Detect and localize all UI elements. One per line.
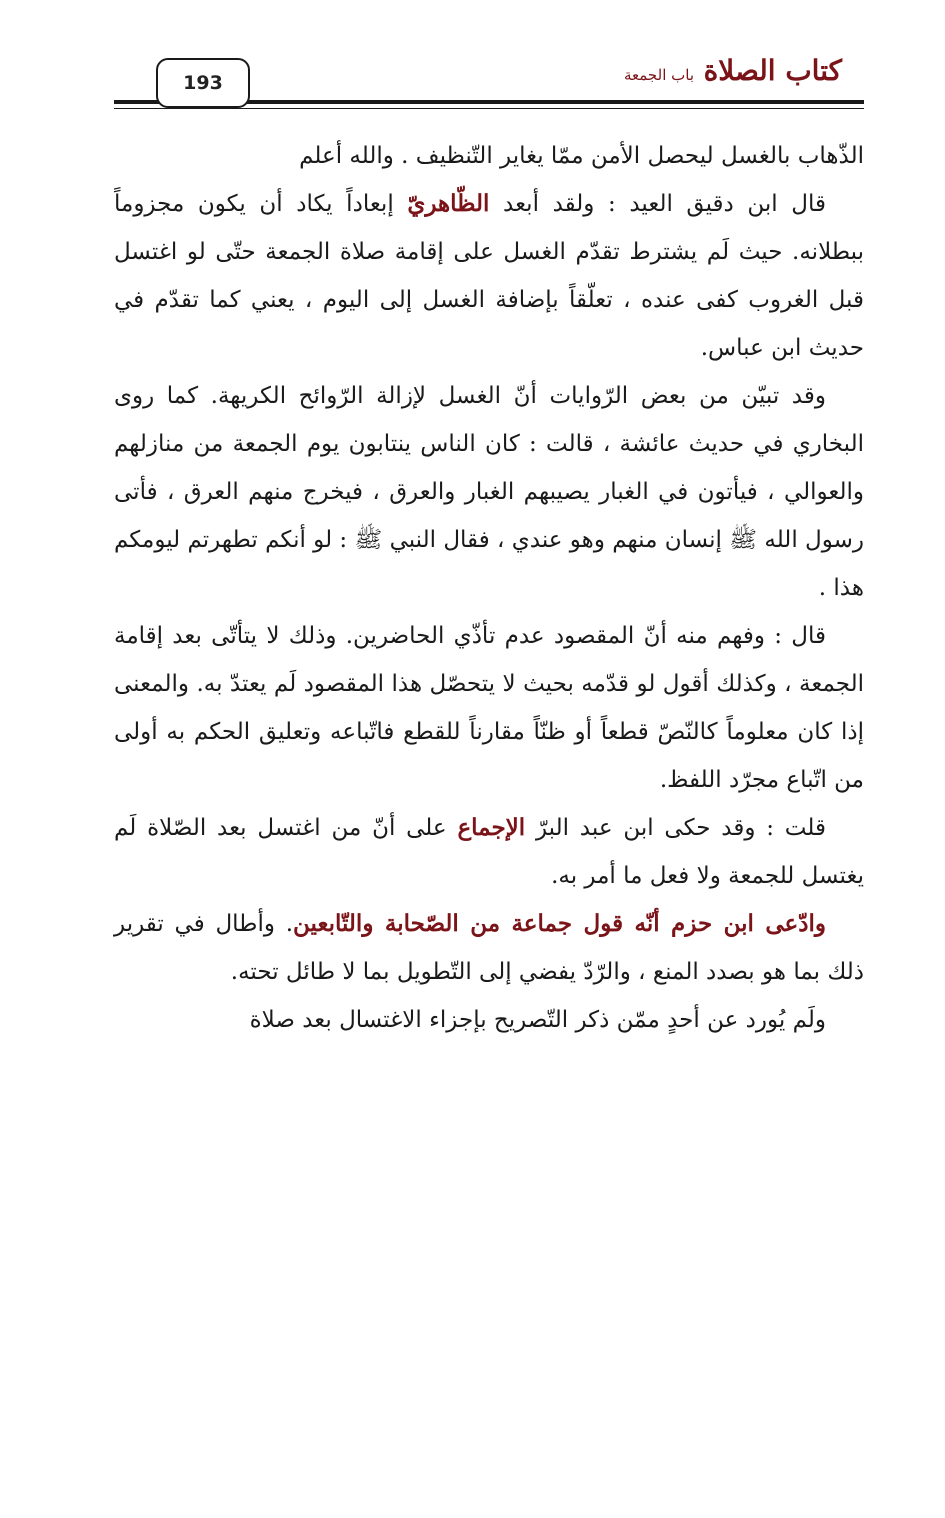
highlighted-term: الإجماع: [457, 814, 526, 841]
paragraph-5: [114, 804, 864, 900]
paragraph-2: [114, 180, 864, 372]
text: . وأطال في تقرير ذلك بما هو بصدد المنع ، والرّدّ يفضي إلى التّطويل بما لا طائل تحته.: [114, 911, 864, 985]
paragraph-6: [114, 900, 864, 996]
paragraph-7: [114, 996, 864, 1044]
text: قال ابن دقيق العيد : ولقد أبعد: [489, 191, 826, 217]
chapter-title: باب الجمعة: [623, 66, 694, 84]
page-number-box: [156, 58, 250, 108]
text: قال : وفهم منه أنّ المقصود عدم تأذّي الحاضرين. وذلك لا يتأتّى بعد إقامة الجمعة ، وكذلك أقول لو قدّمه بحيث لا يتحصّل هذا المقصود لَم يعتدّ به. والمعنى إذا كان معلوماً كالنّصّ قطعاً أو ظنّاً مقارناً للقطع فاتّباعه وتعليق الحكم به أولى من اتّباع مجرّد اللفظ.: [114, 623, 864, 793]
text: الذّهاب بالغسل ليحصل الأمن ممّا يغاير التّنظيف . والله أعلم: [299, 143, 864, 169]
paragraph-4: [114, 612, 864, 804]
page-header: [114, 48, 864, 116]
highlighted-phrase: وادّعى ابن حزم أنّه قول جماعة من الصّحابة والتّابعين: [293, 910, 827, 937]
paragraph-3: [114, 372, 864, 612]
text: إبعاداً يكاد أن يكون مجزوماً ببطلانه. حيث لَم يشترط تقدّم الغسل على إقامة صلاة الجمعة حتّى لو اغتسل قبل الغروب كفى عنده ، تعلّقاً بإضافة الغسل إلى اليوم ، يعني كما تقدّم في حديث ابن عباس.: [114, 191, 864, 361]
paragraph-1: [114, 132, 864, 180]
text: وقد تبيّن من بعض الرّوايات أنّ الغسل لإزالة الرّوائح الكريهة. كما روى البخاري في حديث عائشة ، قالت : كان الناس ينتابون يوم الجمعة من منازلهم والعوالي ، فيأتون في الغبار يصيبهم الغبار والعرق ، فيخرج منهم العرق ، فأتى رسول الله ﷺ إنسان منهم وهو عندي ، فقال النبي ﷺ : لو أنكم تطهرتم ليومكم هذا .: [114, 383, 864, 601]
text: قلت : وقد حكى ابن عبد البرّ: [525, 815, 826, 841]
page-number: 193: [183, 72, 223, 94]
text: ولَم يُورد عن أحدٍ ممّن ذكر التّصريح بإجزاء الاغتسال بعد صلاة: [249, 1007, 826, 1033]
header-rule-thin: [114, 108, 864, 109]
book-title: كتاب الصلاة: [703, 54, 842, 87]
text: على أنّ من اغتسل بعد الصّلاة لَم يغتسل للجمعة ولا فعل ما أمر به.: [114, 815, 864, 889]
highlighted-term: الظّاهريّ: [407, 190, 490, 217]
page-body: [114, 132, 864, 1044]
